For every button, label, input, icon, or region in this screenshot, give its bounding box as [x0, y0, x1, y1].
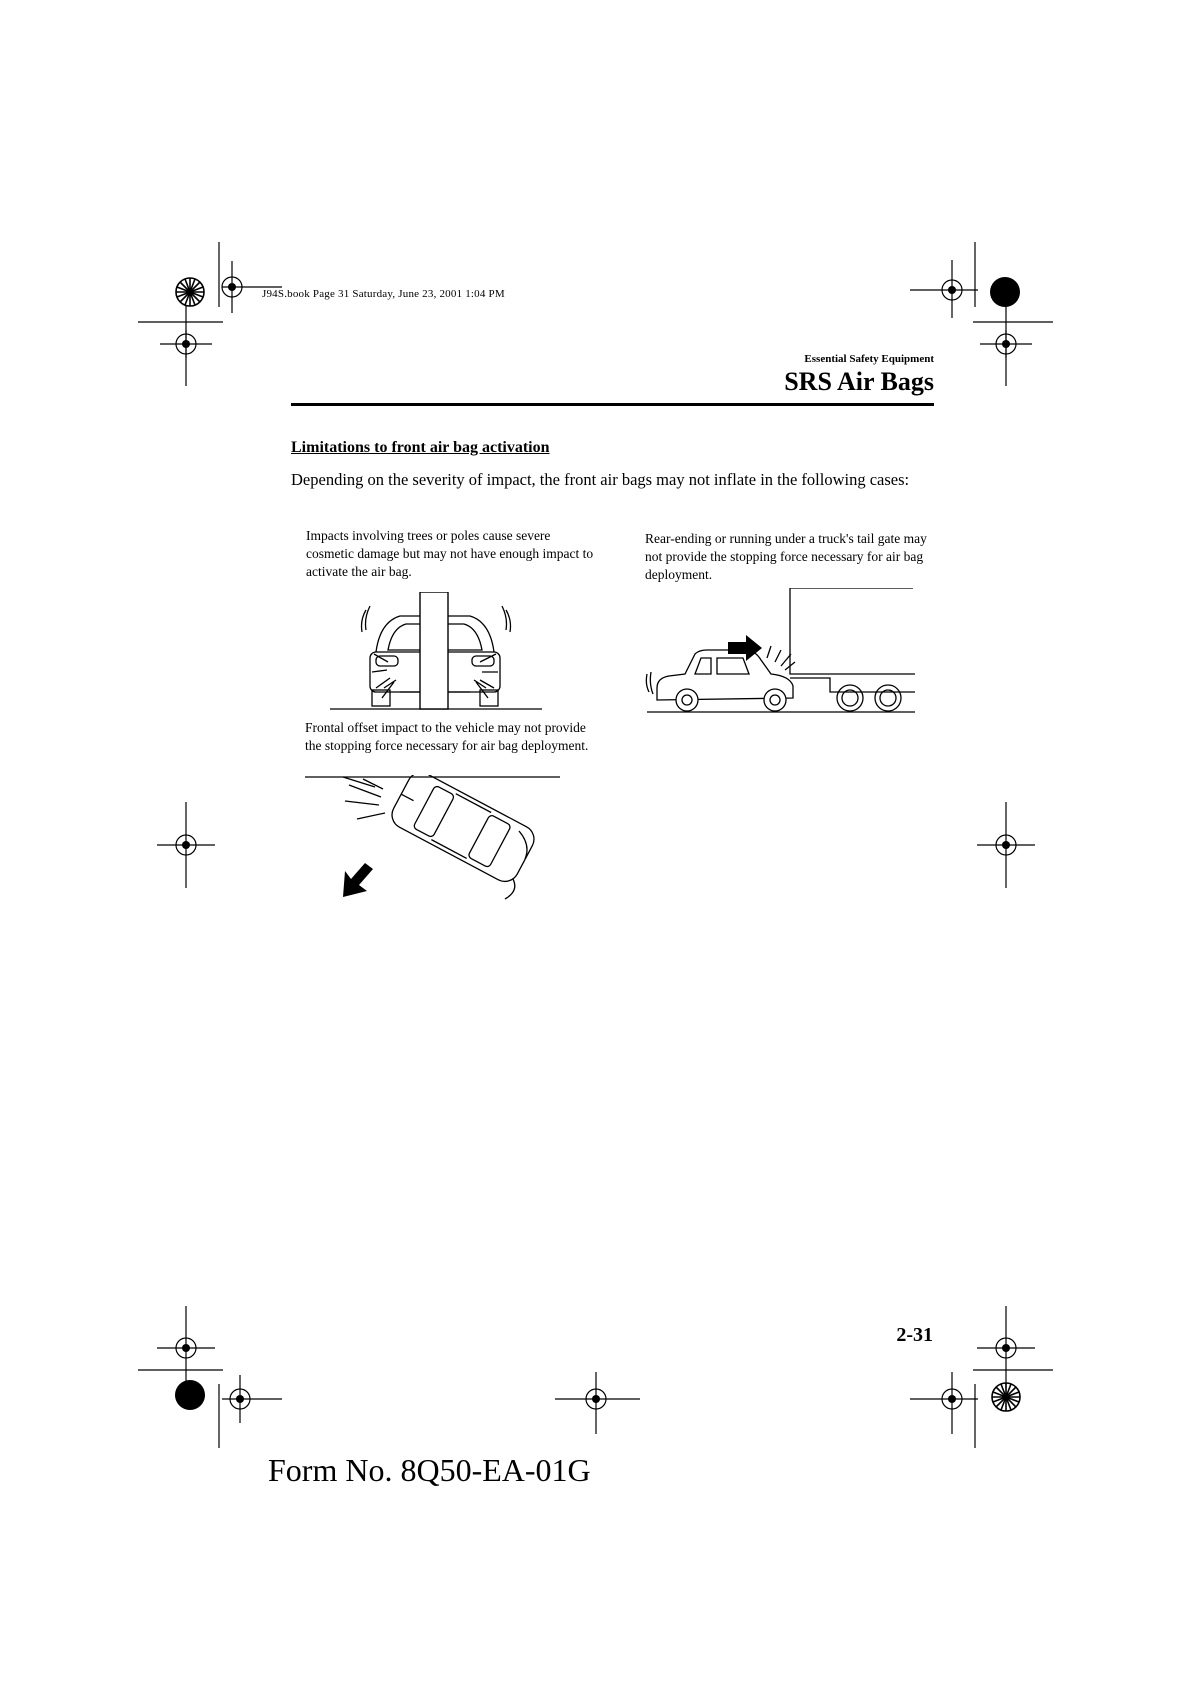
print-job-info: J94S.book Page 31 Saturday, June 23, 2001 1:04 PM — [262, 288, 505, 300]
caption-trees-poles: Impacts involving trees or poles cause severe cosmetic damage but may not have enough impact to activate the air bag. — [306, 528, 594, 579]
form-number: Form No. 8Q50-EA-01G — [268, 1452, 591, 1488]
page-title: SRS Air Bags — [784, 367, 934, 396]
intro-paragraph: Depending on the severity of impact, the front air bags may not inflate in the following cases: — [291, 470, 910, 489]
page-number: 2-31 — [896, 1324, 933, 1346]
section-label: Essential Safety Equipment — [804, 353, 934, 365]
caption-offset: Frontal offset impact to the vehicle may not provide the stopping force necessary for air bag deployment. — [305, 720, 589, 753]
offset-impact-illustration — [305, 775, 565, 900]
title-rule — [291, 403, 934, 406]
truck-underride-illustration — [645, 588, 920, 718]
pole-impact-illustration — [330, 592, 550, 717]
subheading: Limitations to front air bag activation — [291, 439, 550, 456]
caption-truck: Rear-ending or running under a truck's tail gate may not provide the stopping force necessary for air bag deployment. — [645, 531, 927, 582]
